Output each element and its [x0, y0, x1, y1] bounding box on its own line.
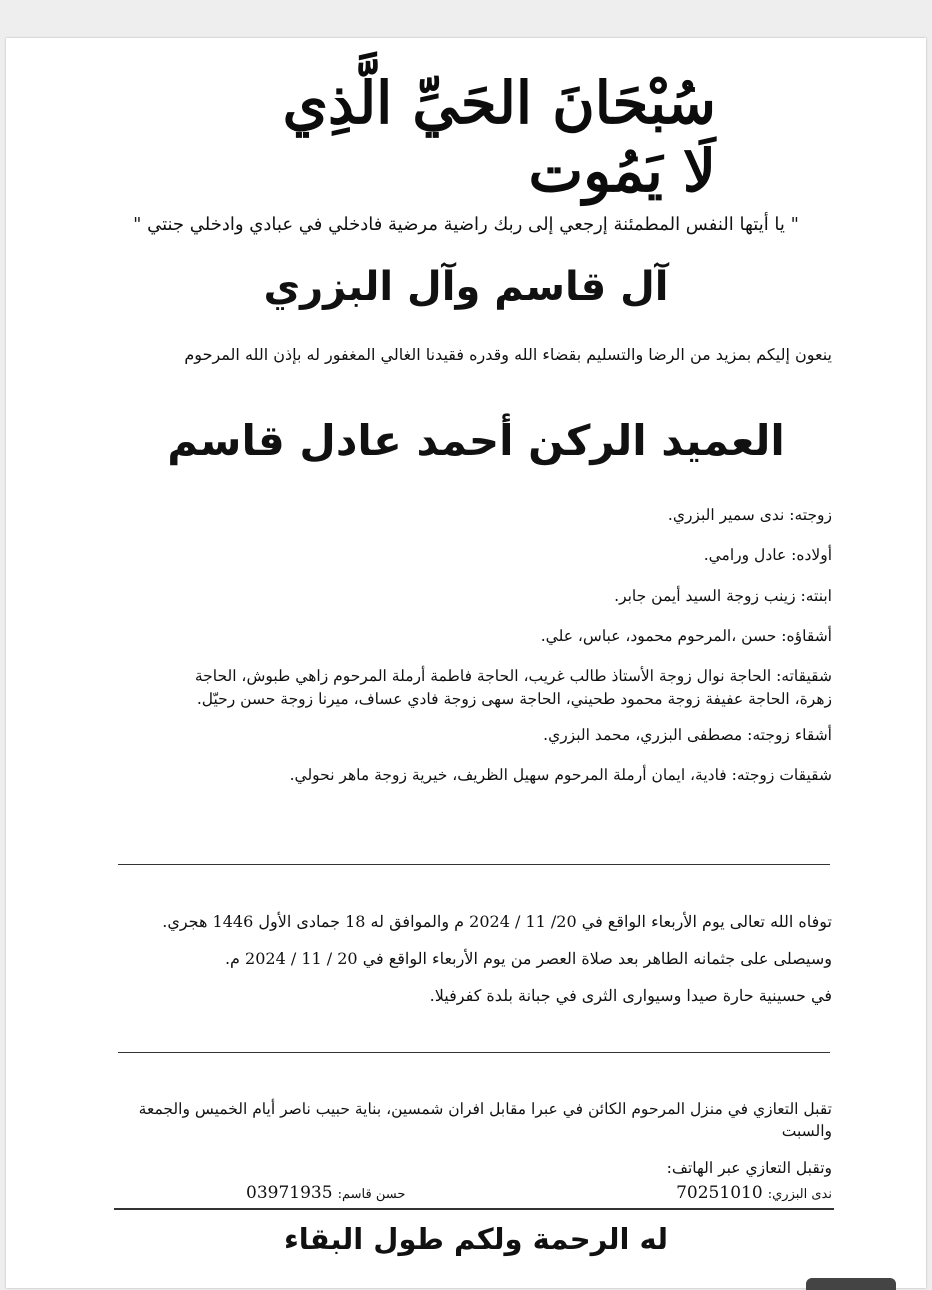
- announcement-text: ينعون إليكم بمزيد من الرضا والتسليم بقضاء الله وقدره فقيدنا الغالي المغفور له بإذن الله المرحوم: [184, 345, 832, 364]
- condolences-section: [124, 1098, 832, 1193]
- relatives-list: [156, 504, 832, 804]
- funeral-prayer: وسيصلى على جثمانه الطاهر بعد صلاة العصر من يوم الأربعاء الواقع في 20 / 11 / 2024 م.: [224, 949, 832, 969]
- relative-wife-brothers: أشقاء زوجته: مصطفى البزري، محمد البزري.: [543, 725, 832, 744]
- deceased-name: العميد الركن أحمد عادل قاسم: [167, 416, 785, 465]
- relative-wife: زوجته: ندى سمير البزري.: [667, 506, 832, 524]
- divider-line: [118, 1052, 830, 1053]
- relative-wife-sisters: شقيقات زوجته: فادية، ايمان أرملة المرحوم سهيل الظريف، خيرية زوجة ماهر نحولي.: [289, 765, 832, 784]
- phone-numbers: [246, 1183, 832, 1207]
- relative-sisters: شقيقاته: الحاجة نوال زوجة الأستاذ طالب غريب، الحاجة فاطمة أرملة المرحوم زاهي طبوش، الحاجة زهرة، الحاجة عفيفة زوجة محمود طحيني، الحاجة سهى زوجة فادي عساف، ميرنا زوجة حسن رحيّل.: [194, 667, 832, 709]
- phone-entry: [246, 1183, 405, 1203]
- calligraphy-header: سُبْحَانَ الحَيِّ الَّذِي لَا يَمُوت: [282, 69, 716, 205]
- divider-line: [114, 1208, 834, 1210]
- death-info: [124, 910, 832, 1022]
- closing-phrase: له الرحمة ولكم طول البقاء: [283, 1222, 669, 1256]
- quran-verse: " يا أيتها النفس المطمئنة إرجعي إلى ربك راضية مرضية فادخلي في عبادي وادخلي جنتي ": [133, 214, 799, 235]
- burial-place: في حسينية حارة صيدا وسيوارى الثرى في جبانة بلدة كفرفيلا.: [429, 986, 832, 1006]
- phone-entry: [676, 1183, 832, 1203]
- phone-label: ندى البزري:: [767, 1187, 832, 1202]
- relative-daughter: ابنته: زينب زوجة السيد أيمن جابر.: [614, 586, 832, 605]
- condolences-phone-intro: وتقبل التعازي عبر الهاتف:: [666, 1158, 832, 1177]
- phone-label: حسن قاسم:: [337, 1187, 406, 1202]
- phone-number: 70251010: [676, 1183, 763, 1203]
- relative-brothers: أشقاؤه: حسن ،المرحوم محمود، عباس، علي.: [540, 626, 832, 645]
- condolences-home: تقبل التعازي في منزل المرحوم الكائن في عبرا مقابل افران شمسين، بناية حبيب ناصر أيام الخميس والجمعة والسبت: [138, 1100, 832, 1141]
- family-title: آل قاسم وآل البزري: [263, 264, 669, 310]
- obituary-sheet: [6, 38, 926, 1288]
- phone-number: 03971935: [246, 1183, 333, 1203]
- divider-line: [118, 864, 830, 865]
- relative-sons: أولاده: عادل ورامي.: [703, 546, 832, 565]
- death-date: توفاه الله تعالى يوم الأربعاء الواقع في 20/ 11 / 2024 م والموافق له 18 جمادى الأول 1446 هجري.: [162, 912, 832, 931]
